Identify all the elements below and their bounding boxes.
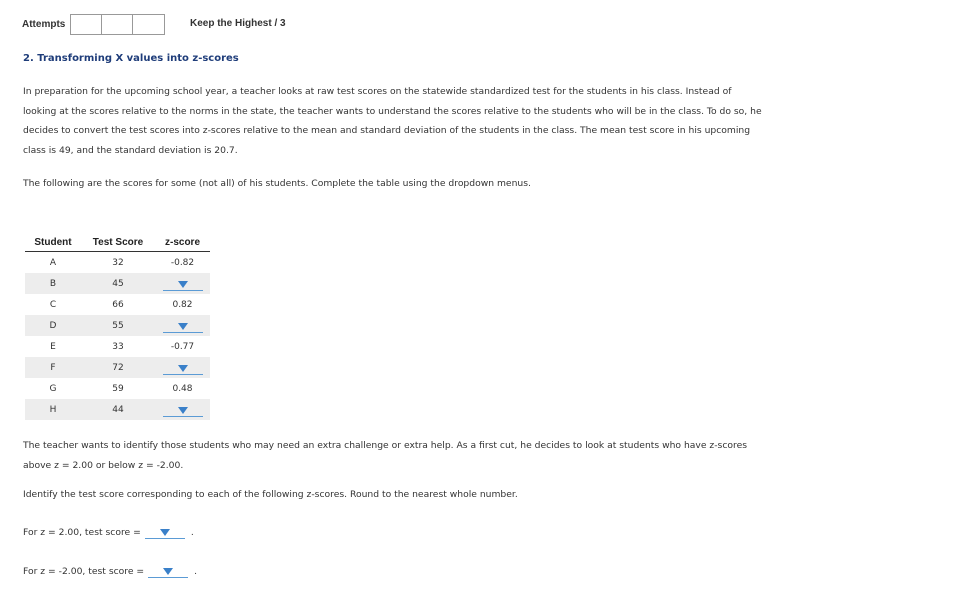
- cell-test-score: 45: [81, 273, 155, 294]
- table-row: [25, 378, 210, 399]
- test-score-dropdown[interactable]: [145, 525, 185, 539]
- cell-z-score: [155, 315, 210, 336]
- cell-test-score: 59: [112, 383, 124, 394]
- cell-test-score: 44: [81, 399, 155, 420]
- cell-test-score: 66: [112, 299, 124, 310]
- table-row: [25, 252, 210, 274]
- question-paragraph-cutoff: The teacher wants to identify those students who may need an extra challenge or extra help. As a first cut, he decides to look at students who have z-scores above z = 2.00 or below z = -2.00.: [23, 440, 748, 471]
- z-score-dropdown[interactable]: [163, 361, 203, 375]
- cell-z-score: [155, 399, 210, 420]
- header-student: Student: [25, 233, 81, 252]
- cell-student: B: [25, 273, 81, 294]
- cell-student: G: [49, 383, 57, 394]
- cell-z-score: 0.48: [172, 383, 193, 394]
- header-z-score: z-score: [155, 233, 210, 252]
- cell-test-score: 55: [81, 315, 155, 336]
- dropdown-triangle-icon: [178, 365, 188, 372]
- z-score-dropdown[interactable]: [163, 319, 203, 333]
- cell-z-score: 0.82: [172, 299, 193, 310]
- table-row: [25, 357, 210, 378]
- table-row: [25, 336, 210, 357]
- cell-student: F: [25, 357, 81, 378]
- attempt-box: [133, 15, 164, 34]
- question-title: 2. Transforming X values into z-scores: [23, 53, 239, 64]
- attempt-box: [71, 15, 102, 34]
- attempt-box: [102, 15, 133, 34]
- cell-z-score: -0.77: [170, 341, 195, 352]
- cell-z-score: [155, 357, 210, 378]
- scores-table: [25, 233, 210, 420]
- attempts-label: Attempts: [22, 19, 66, 30]
- cell-z-score: [155, 273, 210, 294]
- attempts-bar: [22, 14, 165, 35]
- dropdown-triangle-icon: [163, 568, 173, 575]
- question-paragraph-identify: Identify the test score corresponding to each of the following z-scores. Round to the nearest whole number.: [23, 489, 518, 500]
- dropdown-triangle-icon: [178, 281, 188, 288]
- z-score-dropdown[interactable]: [163, 403, 203, 417]
- table-row: [25, 315, 210, 336]
- answer-label: For z = -2.00, test score =: [23, 565, 145, 577]
- dropdown-triangle-icon: [178, 323, 188, 330]
- keep-highest-label: Keep the Highest / 3: [190, 18, 286, 29]
- cell-student: D: [25, 315, 81, 336]
- answer-suffix: .: [194, 565, 198, 577]
- cell-student: A: [49, 257, 57, 268]
- attempt-boxes: [70, 14, 165, 35]
- answer-line-z-positive: [23, 525, 194, 539]
- test-score-dropdown[interactable]: [148, 564, 188, 578]
- header-test-score: Test Score: [81, 233, 155, 252]
- cell-student: H: [25, 399, 81, 420]
- table-row: [25, 399, 210, 420]
- cell-test-score: 33: [112, 341, 124, 352]
- table-header-row: [25, 233, 210, 252]
- cell-test-score: 32: [112, 257, 124, 268]
- answer-suffix: .: [190, 526, 194, 538]
- cell-student: C: [49, 299, 57, 310]
- cell-student: E: [50, 341, 56, 352]
- answer-label: For z = 2.00, test score =: [23, 526, 141, 538]
- table-body: [25, 252, 210, 421]
- dropdown-triangle-icon: [160, 529, 170, 536]
- table-row: [25, 273, 210, 294]
- table-row: [25, 294, 210, 315]
- question-paragraph-table-instructions: The following are the scores for some (not all) of his students. Complete the table using the dropdown menus.: [23, 178, 531, 189]
- cell-z-score: -0.82: [170, 257, 195, 268]
- answer-line-z-negative: [23, 564, 197, 578]
- z-score-dropdown[interactable]: [163, 277, 203, 291]
- cell-test-score: 72: [81, 357, 155, 378]
- question-paragraph-intro: In preparation for the upcoming school year, a teacher looks at raw test scores on the statewide standardized test for the students in his class. Instead of looking at the scores relative to the norms in the state, the teacher wants to understand the scores relative to the students who will be in the class. To do so, he decides to convert the test scores into z-scores relative to the mean and standard deviation of the students in the class. The mean test score in his upcoming class is 49, and the standard deviation is 20.7.: [23, 86, 762, 156]
- dropdown-triangle-icon: [178, 407, 188, 414]
